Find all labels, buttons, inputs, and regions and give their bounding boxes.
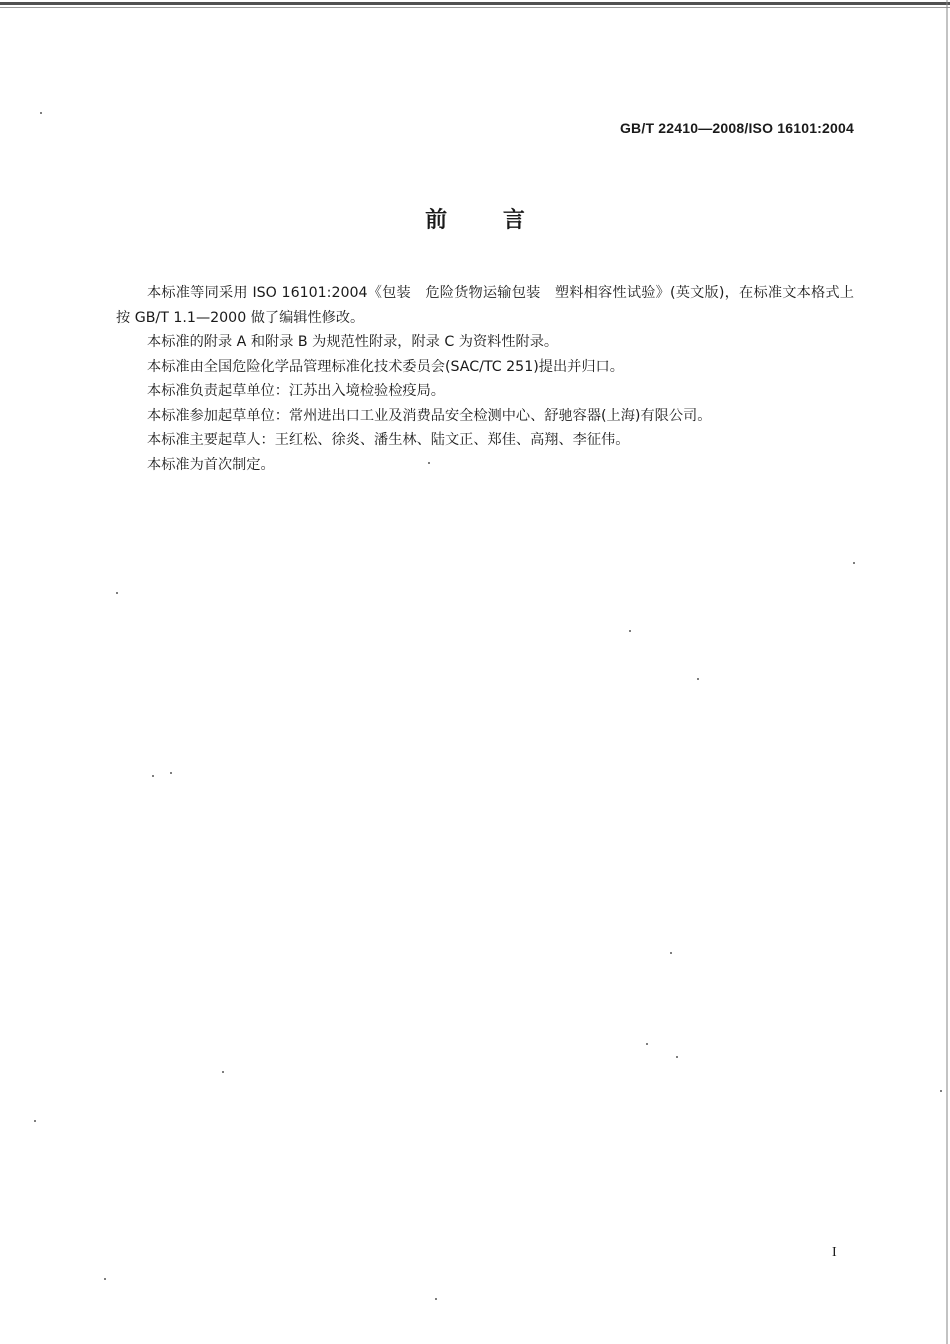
scan-speck — [676, 1056, 678, 1058]
scan-speck — [170, 772, 172, 774]
page-number: I — [832, 1245, 837, 1260]
scan-speck — [940, 1090, 942, 1092]
scan-speck — [222, 1071, 224, 1073]
paragraph-drafters: 本标准主要起草人：王红松、徐炎、潘生林、陆文正、郑佳、高翔、李征伟。 — [147, 432, 630, 448]
paragraph-first-edition: 本标准为首次制定。 — [147, 456, 275, 473]
scan-speck — [34, 1120, 36, 1122]
scan-edge-line — [0, 7, 950, 8]
scan-speck — [629, 630, 631, 632]
standard-code: GB/T 22410—2008/ISO 16101:2004 — [619, 120, 854, 136]
paragraph-participating-units: 本标准参加起草单位：常州进出口工业及消费品安全检测中心、舒驰容器(上海)有限公司。 — [147, 407, 712, 424]
scan-speck — [697, 678, 699, 680]
scan-speck — [646, 1043, 648, 1045]
scan-edge-right — [946, 0, 948, 1344]
scan-speck — [428, 462, 430, 464]
scan-speck — [40, 112, 42, 114]
paragraph-proposer: 本标准由全国危险化学品管理标准化技术委员会(SAC/TC 251)提出并归口。 — [147, 358, 624, 375]
paragraph-drafting-unit: 本标准负责起草单位：江苏出入境检验检疫局。 — [147, 383, 445, 399]
scan-speck — [670, 952, 672, 954]
page-title: 前 言 — [425, 208, 525, 233]
scan-speck — [853, 562, 855, 564]
scan-speck — [152, 775, 154, 777]
scan-speck — [104, 1278, 106, 1280]
preface-body — [116, 281, 854, 477]
scan-speck — [116, 592, 118, 594]
paragraph-annexes: 本标准的附录 A 和附录 B 为规范性附录，附录 C 为资料性附录。 — [147, 334, 559, 350]
paragraph-adoption: 本标准等同采用 ISO 16101:2004《包装 危险货物运输包装 塑料相容性试验》(英文版)，在标准文本格式上按 GB/T 1.1—2000 做了编辑性修改。 — [116, 285, 854, 326]
scan-edge-top — [0, 2, 950, 5]
scan-speck — [435, 1298, 437, 1300]
